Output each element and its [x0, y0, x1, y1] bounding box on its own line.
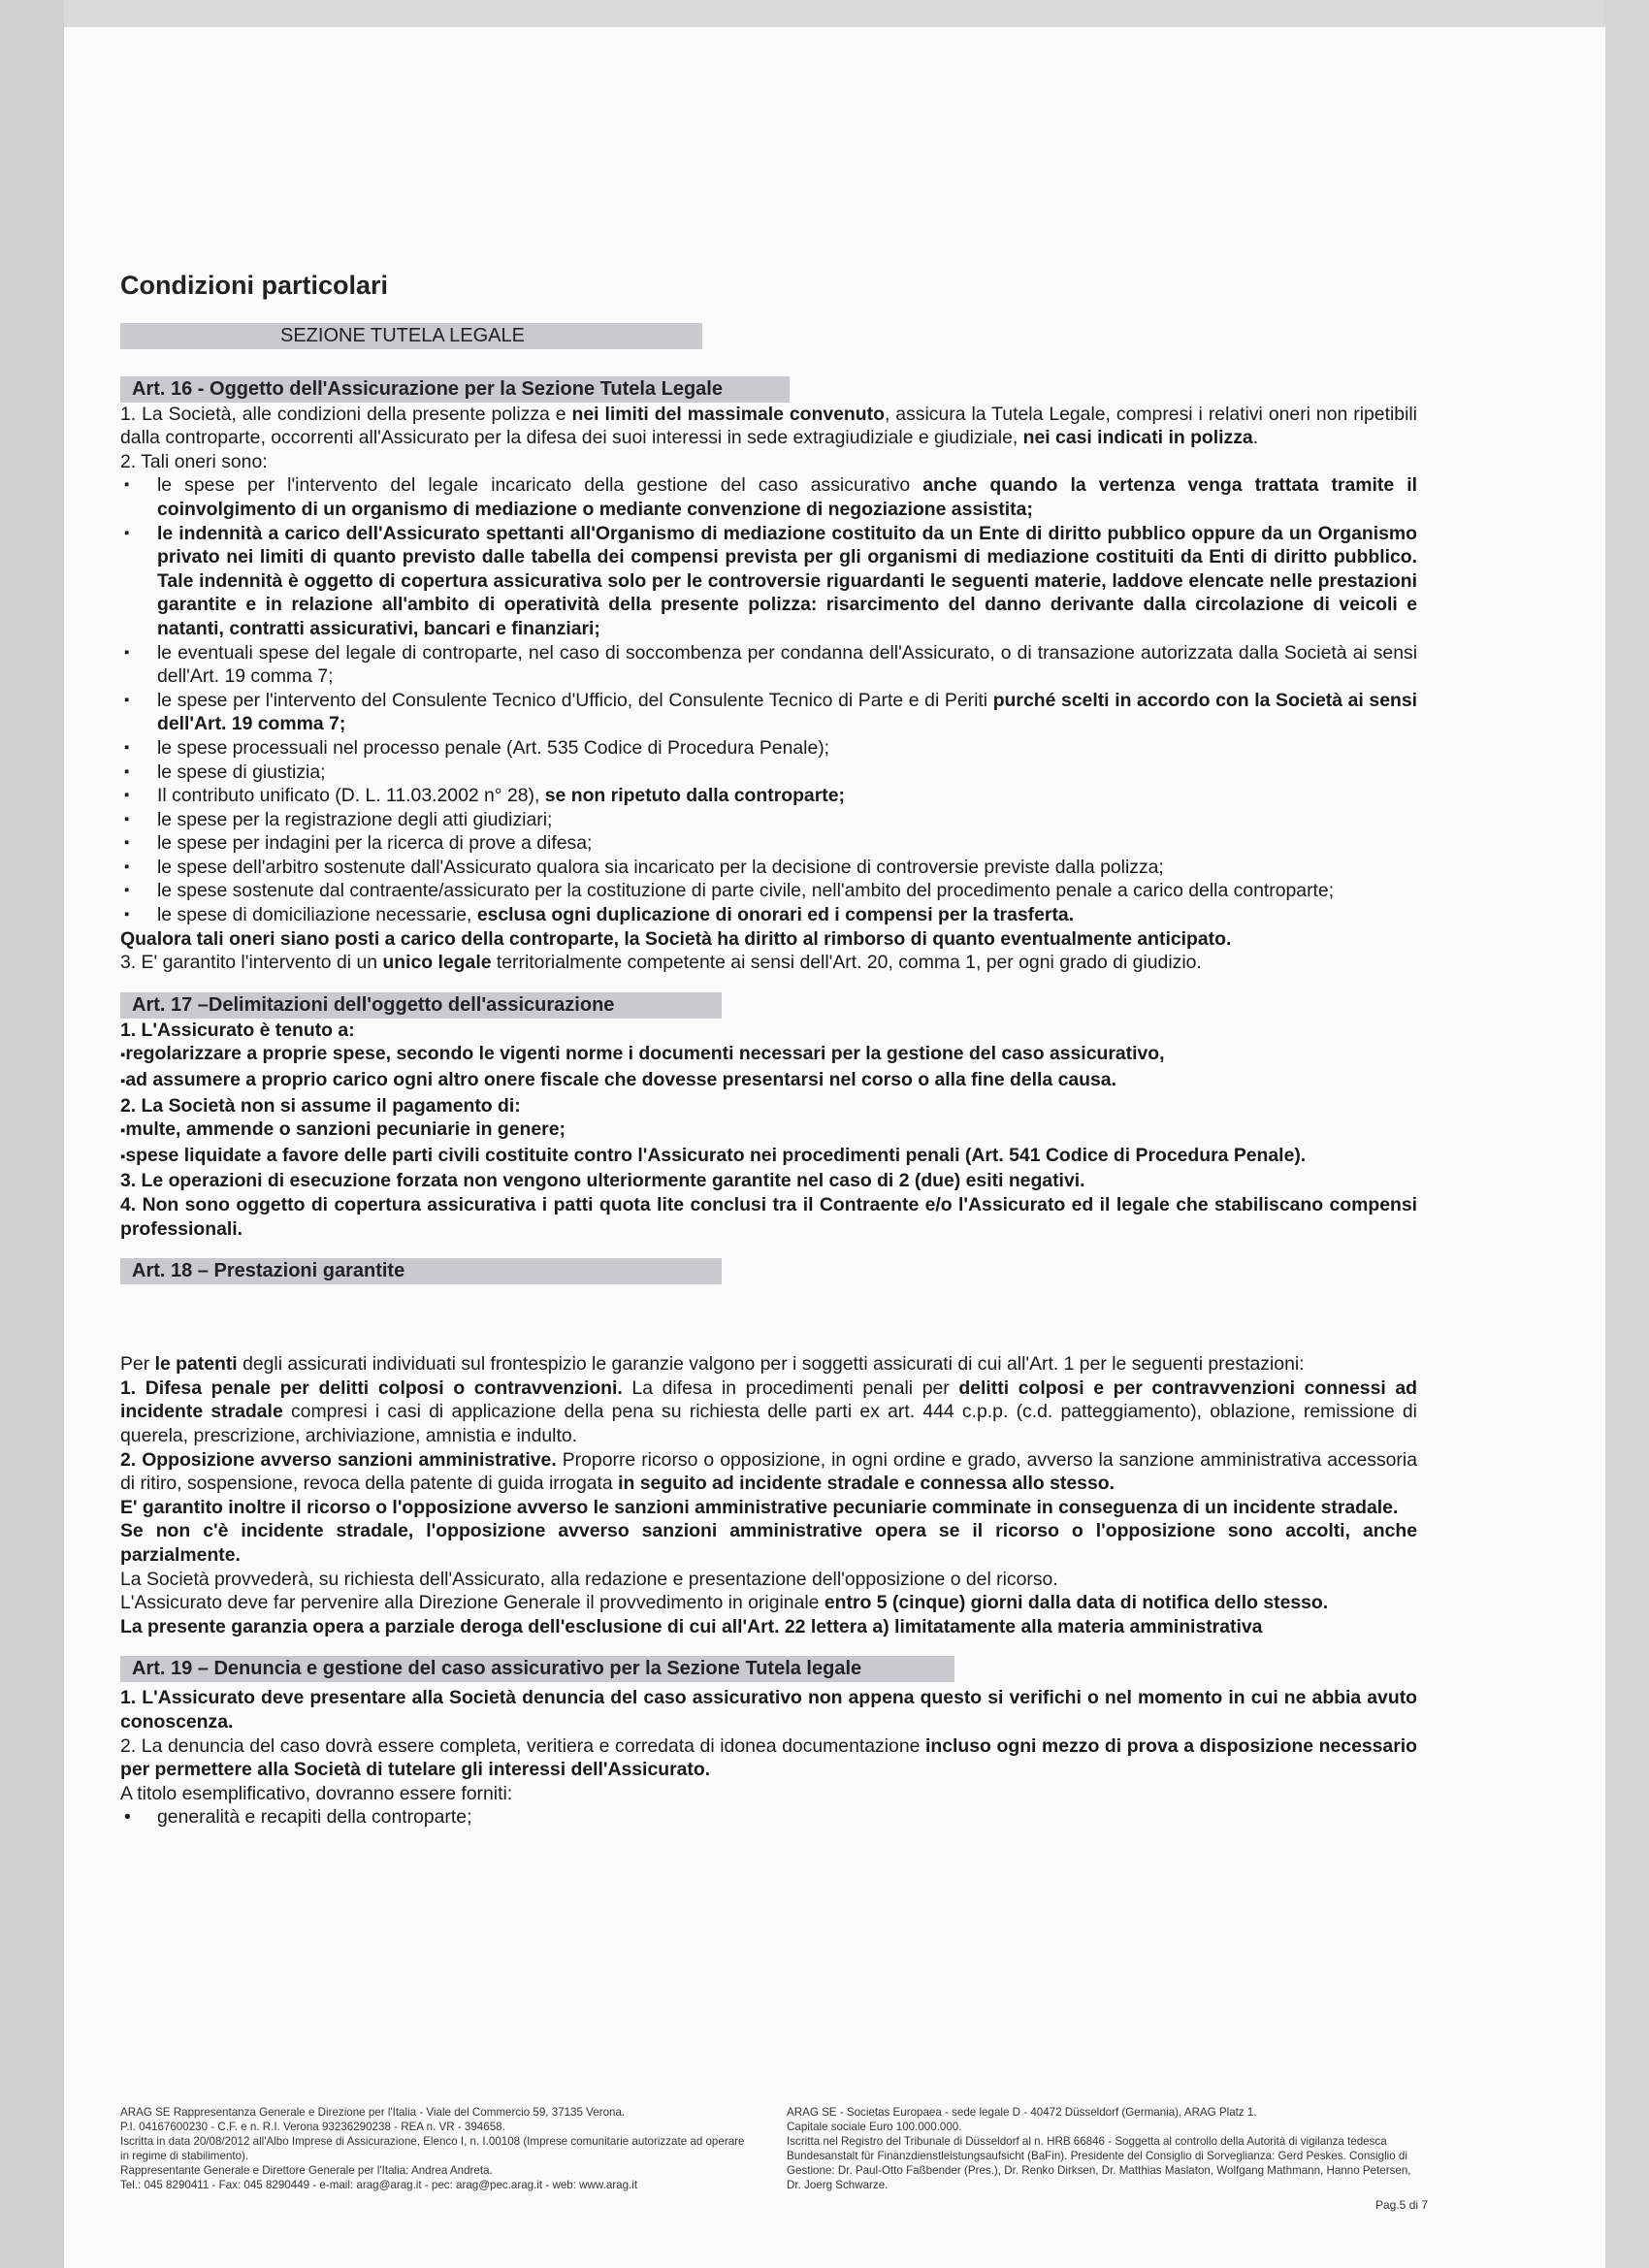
article-18-paragraph-3: E' garantito inoltre il ricorso o l'opposizione avverso le sanzioni amministrative pecuniarie comminate in conseguenza di un incidente stradale.	[120, 1496, 1399, 1518]
article-16-list	[120, 473, 1417, 926]
text-run: 2. La denuncia del caso dovrà essere completa, veritiera e corredata di idonea documentazione	[120, 1734, 926, 1757]
article-19	[120, 1656, 1417, 1830]
text-run: .	[1252, 427, 1259, 449]
scan-border-right	[1605, 0, 1649, 2268]
bold-text: in seguito ad incidente stradale e connessa allo stesso.	[618, 1473, 1115, 1495]
article-17-item-1b	[120, 1068, 1417, 1094]
bold-text: esclusa ogni duplicazione di onorari ed i compensi per la trasferta.	[476, 904, 1075, 926]
article-19-paragraph-3: A titolo esemplificativo, dovranno essere forniti:	[120, 1782, 513, 1804]
article-18-paragraph-6	[120, 1591, 1417, 1615]
text-run: le eventuali spese del legale di controparte, nel caso di soccombenza per condanna dell'Assicurato, o di transazione autorizzata dalla Società ai sensi dell'Art. 19 comma 7;	[157, 641, 1417, 688]
text-run: L'Assicurato deve far pervenire alla Direzione Generale il provvedimento in originale	[120, 1592, 824, 1614]
text-run: territorialmente competente ai sensi dell'Art. 20, comma 1, per ogni grado di giudizio.	[491, 952, 1202, 974]
page-number: Pag.5 di 7	[1375, 2198, 1429, 2212]
list-item	[120, 689, 1417, 736]
footer-left-line: P.I. 04167600230 - C.F. e n. R.I. Verona 93236290238 - REA n. VR - 394658.	[120, 2121, 505, 2133]
footer-right-line: ARAG SE - Societas Europaea - sede legale D - 40472 Düsseldorf (Germania), ARAG Platz 1.	[787, 2106, 1257, 2119]
bold-text: se non ripetuto dalla controparte;	[544, 785, 845, 807]
bold-text: nei limiti del massimale convenuto	[571, 403, 885, 425]
bold-text: incluso ogni mezzo di prova a disposizione necessario per permettere alla Società di tutelare gli interessi dell'Assicurato.	[120, 1734, 1417, 1781]
scan-border-top	[0, 0, 1649, 29]
text-run: Proporre ricorso o opposizione, in ogni ordine e grado, avverso la sanzione amministrativa accessoria di ritiro, sospensione, revoca della patente di guida irrogata	[120, 1448, 1417, 1495]
list-item	[120, 761, 1417, 785]
article-16-paragraph-1	[120, 403, 1417, 450]
bold-text: entro 5 (cinque) giorni dalla data di notifica dello stesso.	[824, 1592, 1329, 1614]
article-16-paragraph-2: 2. Tali oneri sono:	[120, 450, 268, 472]
article-17-item-2: 2. La Società non si assume il pagamento di:	[120, 1094, 521, 1117]
footer-right	[787, 2105, 1417, 2192]
article-17-item-2a	[120, 1118, 1417, 1144]
list-item	[120, 473, 1417, 521]
text-run: le spese sostenute dal contraente/assicurato per la costituzione di parte civile, nell'ambito del procedimento penale a carico della controparte;	[157, 880, 1335, 902]
article-19-paragraph-2	[120, 1734, 1417, 1782]
spacer	[120, 1284, 1417, 1352]
article-18-heading: Art. 18 – Prestazioni garantite	[120, 1258, 722, 1284]
article-17-item-4: 4. Non sono oggetto di copertura assicurativa i patti quota lite conclusi tra il Contraente e/o l'Assicurato ed il legale che stabiliscano compensi professionali.	[120, 1194, 1417, 1240]
list-item	[120, 522, 1417, 641]
article-16-rimborso: Qualora tali oneri siano posti a carico della controparte, la Società ha diritto al rimborso di quanto eventualmente anticipato.	[120, 927, 1232, 950]
text-run: Il contributo unificato (D. L. 11.03.2002 n° 28),	[157, 785, 545, 807]
bold-text: 1. Difesa penale per delitti colposi o contravvenzioni.	[120, 1377, 623, 1399]
footer-right-line: Capitale sociale Euro 100.000.000.	[787, 2121, 962, 2133]
text-run: La difesa in procedimenti penali per	[622, 1377, 959, 1399]
text-run: le spese per l'intervento del legale incaricato della gestione del caso assicurativo	[157, 474, 923, 497]
list-item	[120, 879, 1417, 903]
article-19-list	[120, 1805, 1417, 1830]
list-item	[120, 736, 1417, 761]
list-item	[120, 784, 1417, 808]
scan-border-left	[0, 0, 64, 2268]
article-17-item-2a-text: multe, ammende o sanzioni pecuniarie in genere;	[125, 1118, 566, 1141]
bold-text: nei casi indicati in polizza	[1022, 427, 1253, 449]
text-run: , assicura la Tutela Legale, compresi i relativi oneri non ripetibili dalla controparte, occorrenti all'Assicurato per la difesa dei suoi interessi in sede extragiudiziale e giudiziale,	[120, 403, 1417, 449]
list-item	[120, 856, 1417, 880]
article-17-item-1a	[120, 1042, 1417, 1068]
article-17-item-3: 3. Le operazioni di esecuzione forzata non vengono ulteriormente garantite nel caso di 2 (due) esiti negativi.	[120, 1170, 1085, 1192]
article-19-heading: Art. 19 – Denuncia e gestione del caso assicurativo per la Sezione Tutela legale	[120, 1656, 954, 1682]
text-run: le spese per la registrazione degli atti giudiziari;	[157, 808, 553, 830]
page-footer	[120, 2105, 1417, 2192]
text-run: 3. E' garantito l'intervento di un	[120, 952, 383, 974]
article-17-item-1a-text: regolarizzare a proprie spese, secondo le vigenti norme i documenti necessari per la gestione del caso assicurativo,	[125, 1043, 1165, 1065]
list-item	[120, 831, 1417, 856]
text-run: le spese processuali nel processo penale (Art. 535 Codice di Procedura Penale);	[157, 736, 830, 759]
list-item: • generalità e recapiti della controparte;	[120, 1805, 1417, 1830]
article-18-paragraph-1	[120, 1377, 1417, 1448]
article-18-paragraph-4: Se non c'è incidente stradale, l'opposizione avverso sanzioni amministrative opera se il ricorso o l'opposizione sono accolti, anche parzialmente.	[120, 1520, 1417, 1566]
page-title: Condizioni particolari	[120, 271, 389, 300]
article-19-paragraph-1: 1. L'Assicurato deve presentare alla Società denuncia del caso assicurativo non appena questo si verifichi o nel momento in cui ne abbia avuto conoscenza.	[120, 1687, 1417, 1733]
footer-left-line: ARAG SE Rappresentanza Generale e Direzione per l'Italia - Viale del Commercio 59, 37135 Verona.	[120, 2106, 626, 2119]
text-run: le spese per indagini per la ricerca di prove a difesa;	[157, 832, 593, 855]
bold-text: delitti colposi e per contravvenzioni connessi ad incidente stradale	[120, 1377, 1417, 1423]
article-17-item-1: 1. L'Assicurato è tenuto a:	[120, 1019, 355, 1041]
footer-left-line: Tel.: 045 8290411 - Fax: 045 8290449 - e-mail: arag@arag.it - pec: arag@pec.arag.it - web: www.arag.it	[120, 2179, 638, 2191]
article-18-paragraph-2	[120, 1448, 1417, 1496]
article-18-paragraph-7: La presente garanzia opera a parziale deroga dell'esclusione di cui all'Art. 22 lettera a) limitatamente alla materia amministrativa	[120, 1615, 1263, 1637]
bold-text: le indennità a carico dell'Assicurato spettanti all'Organismo di mediazione costituito da un Ente di diritto pubblico oppure da un Organismo privato nei limiti di quanto previsto dalle tabella dei compensi prevista per gli organismi di mediazione costituiti da Enti di diritto pubblico. Tale indennità è oggetto di copertura assicurativa solo per le controversie riguardanti le seguenti materie, laddove elencate nelle prestazioni garantite e in relazione all'ambito di operatività della presente polizza: risarcimento del danno derivante dalla circolazione di veicoli e natanti, contratti assicurativi, bancari e finanziari;	[157, 522, 1417, 639]
bold-text: unico legale	[382, 952, 492, 974]
footer-left-line: Iscritta in data 20/08/2012 all'Albo Imprese di Assicurazione, Elenco I, n. I.00108 (Imprese comunitarie autorizzate ad operare in regime di stabilimento).	[120, 2135, 745, 2162]
article-17	[120, 992, 1417, 1241]
article-18	[120, 1258, 1417, 1638]
text-run: Per	[120, 1353, 155, 1376]
list-item	[120, 808, 1417, 832]
footer-left	[120, 2105, 751, 2192]
article-17-heading: Art. 17 –Delimitazioni dell'oggetto dell'assicurazione	[120, 992, 722, 1019]
article-17-item-2b	[120, 1144, 1417, 1170]
text-run: le spese dell'arbitro sostenute dall'Assicurato qualora sia incaricato per la decisione di controversie previste dalla polizza;	[157, 856, 1164, 878]
bold-text: anche quando la vertenza venga trattata tramite il coinvolgimento di un organismo di mediazione o mediante convenzione di negoziazione assistita;	[157, 474, 1417, 520]
article-17-item-1b-text: ad assumere a proprio carico ogni altro onere fiscale che dovesse presentarsi nel corso o alla fine della causa.	[125, 1069, 1116, 1091]
article-16-paragraph-3	[120, 951, 1417, 975]
list-item	[120, 641, 1417, 689]
document-body	[120, 244, 1417, 1830]
bold-text: purché scelti in accordo con la Società ai sensi dell'Art. 19 comma 7;	[157, 689, 1417, 735]
list-item	[120, 903, 1417, 927]
article-18-intro	[120, 1352, 1417, 1377]
section-heading: SEZIONE TUTELA LEGALE	[120, 323, 702, 349]
footer-left-line: Rappresentante Generale e Direttore Generale per l'Italia: Andrea Andreta.	[120, 2164, 493, 2177]
text-run: le spese per l'intervento del Consulente Tecnico d'Ufficio, del Consulente Tecnico di Parte e di Periti	[157, 689, 993, 711]
text-run: degli assicurati individuati sul frontespizio le garanzie valgono per i soggetti assicurati di cui all'Art. 1 per le seguenti prestazioni:	[237, 1353, 1305, 1376]
article-17-item-2b-text: spese liquidate a favore delle parti civili costituite contro l'Assicurato nei procedimenti penali (Art. 541 Codice di Procedura Penale).	[125, 1144, 1307, 1166]
text-run: compresi i casi di applicazione della pena su richiesta delle parti ex art. 444 c.p.p. (c.d. patteggiamento), oblazione, remissione di querela, prescrizione, archiviazione, amnistia e indulto.	[120, 1401, 1417, 1446]
footer-right-line: Iscritta nel Registro del Tribunale di Düsseldorf al n. HRB 66846 - Soggetta al controllo della Autorità di vigilanza tedesca Bundesanstalt für Finanzdienstleistungsaufsicht (BaFin). Presidente del Consiglio di Sorveglianza: Gerd Peskes. Consiglio di Gestione: Dr. Paul-Otto Faßbender (Pres.), Dr. Renko Dirksen, Dr. Matthias Maslaton, Wolfgang Mathmann, Hanno Petersen, Dr. Joerg Schwarze.	[787, 2135, 1411, 2191]
text-run: 1. La Società, alle condizioni della presente polizza e	[120, 403, 572, 425]
article-16	[120, 376, 1417, 975]
article-16-heading: Art. 16 - Oggetto dell'Assicurazione per la Sezione Tutela Legale	[120, 376, 790, 403]
text-run: le spese di giustizia;	[157, 761, 326, 783]
article-18-paragraph-5: La Società provvederà, su richiesta dell'Assicurato, alla redazione e presentazione dell'opposizione o del ricorso.	[120, 1568, 1058, 1590]
bold-text: le patenti	[154, 1353, 238, 1376]
text-run: le spese di domiciliazione necessarie,	[157, 904, 477, 926]
bold-text: 2. Opposizione avverso sanzioni amministrative.	[120, 1448, 557, 1471]
